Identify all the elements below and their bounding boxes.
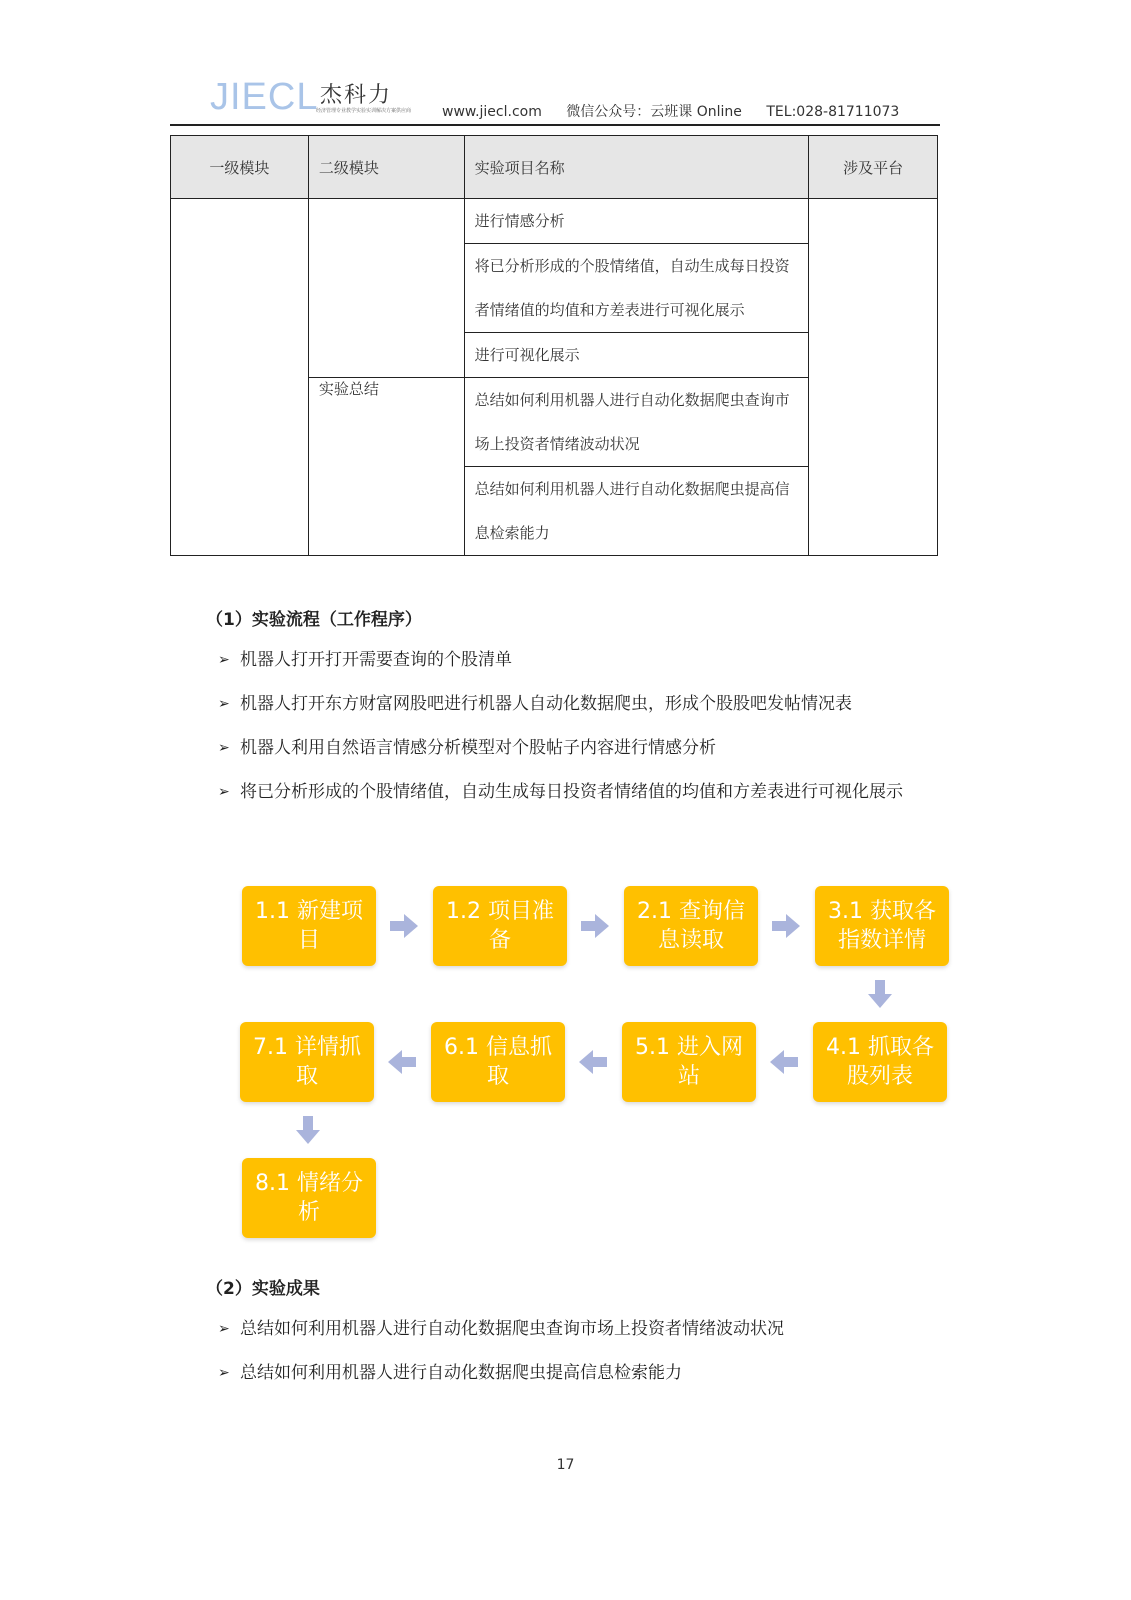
arrow-right-icon xyxy=(770,910,802,942)
bullet-arrow-icon: ➢ xyxy=(218,1321,230,1337)
platform-cell xyxy=(809,199,938,556)
flow-step-3-1: 3.1 获取各指数详情 xyxy=(815,886,949,966)
list-item: ➢ 将已分析形成的个股情绪值，自动生成每日投资者情绪值的均值和方差表进行可视化展示 xyxy=(218,770,948,814)
experiment-cell: 总结如何利用机器人进行自动化数据爬虫提高信息检索能力 xyxy=(464,467,809,556)
flow-step-6-1: 6.1 信息抓取 xyxy=(431,1022,565,1102)
page-number: 17 xyxy=(556,1457,575,1473)
col-header-level1: 一级模块 xyxy=(171,136,309,199)
arrow-left-icon xyxy=(577,1046,609,1078)
section-title-results: （2）实验成果 xyxy=(206,1279,320,1299)
wechat-info: 微信公众号：云班课 Online xyxy=(566,104,742,120)
logo-slogan: 经济管理专业教学实验实训解决方案供应商 xyxy=(316,108,412,114)
bullet-arrow-icon: ➢ xyxy=(218,1365,230,1381)
page-header xyxy=(170,74,940,126)
level2-cell-summary: 实验总结 xyxy=(308,378,464,556)
experiment-cell: 进行可视化展示 xyxy=(464,333,809,378)
list-item: ➢ 总结如何利用机器人进行自动化数据爬虫提高信息检索能力 xyxy=(218,1351,948,1395)
flow-step-1-1: 1.1 新建项目 xyxy=(242,886,376,966)
flow-step-2-1: 2.1 查询信息读取 xyxy=(624,886,758,966)
section-title-process: （1）实验流程（工作程序） xyxy=(206,610,422,630)
col-header-platform: 涉及平台 xyxy=(809,136,938,199)
arrow-down-icon xyxy=(292,1114,324,1146)
bullet-arrow-icon: ➢ xyxy=(218,740,230,756)
results-bullet-list xyxy=(218,1307,948,1395)
bullet-arrow-icon: ➢ xyxy=(218,784,230,800)
arrow-right-icon xyxy=(388,910,420,942)
tel-info: TEL:028-81711073 xyxy=(766,104,900,120)
header-divider xyxy=(170,124,940,126)
flow-step-7-1: 7.1 详情抓取 xyxy=(240,1022,374,1102)
list-item: ➢ 机器人打开打开需要查询的个股清单 xyxy=(218,638,948,682)
arrow-right-icon xyxy=(579,910,611,942)
flow-step-5-1: 5.1 进入网站 xyxy=(622,1022,756,1102)
experiment-cell: 进行情感分析 xyxy=(464,199,809,244)
logo-text-en: JIECL xyxy=(210,76,319,118)
table-header-row xyxy=(171,136,938,199)
list-item: ➢ 机器人利用自然语言情感分析模型对个股帖子内容进行情感分析 xyxy=(218,726,948,770)
experiment-cell: 将已分析形成的个股情绪值，自动生成每日投资者情绪值的均值和方差表进行可视化展示 xyxy=(464,244,809,333)
flow-step-1-2: 1.2 项目准备 xyxy=(433,886,567,966)
header-contact xyxy=(442,101,919,121)
arrow-down-icon xyxy=(864,978,896,1010)
list-item: ➢ 总结如何利用机器人进行自动化数据爬虫查询市场上投资者情绪波动状况 xyxy=(218,1307,948,1351)
logo-text-cn: 杰科力 xyxy=(320,83,393,108)
bullet-arrow-icon: ➢ xyxy=(218,696,230,712)
table-row xyxy=(171,199,938,244)
arrow-left-icon xyxy=(386,1046,418,1078)
experiment-cell: 总结如何利用机器人进行自动化数据爬虫查询市场上投资者情绪波动状况 xyxy=(464,378,809,467)
process-bullet-list xyxy=(218,638,948,814)
level1-cell xyxy=(171,199,309,556)
flow-step-8-1: 8.1 情绪分析 xyxy=(242,1158,376,1238)
level2-cell-empty xyxy=(308,199,464,378)
list-item: ➢ 机器人打开东方财富网股吧进行机器人自动化数据爬虫，形成个股股吧发帖情况表 xyxy=(218,682,948,726)
col-header-experiment: 实验项目名称 xyxy=(464,136,809,199)
bullet-arrow-icon: ➢ xyxy=(218,652,230,668)
col-header-level2: 二级模块 xyxy=(308,136,464,199)
website-link[interactable]: www.jiecl.com xyxy=(442,104,542,120)
arrow-left-icon xyxy=(768,1046,800,1078)
flow-step-4-1: 4.1 抓取各股列表 xyxy=(813,1022,947,1102)
module-table xyxy=(170,135,938,556)
